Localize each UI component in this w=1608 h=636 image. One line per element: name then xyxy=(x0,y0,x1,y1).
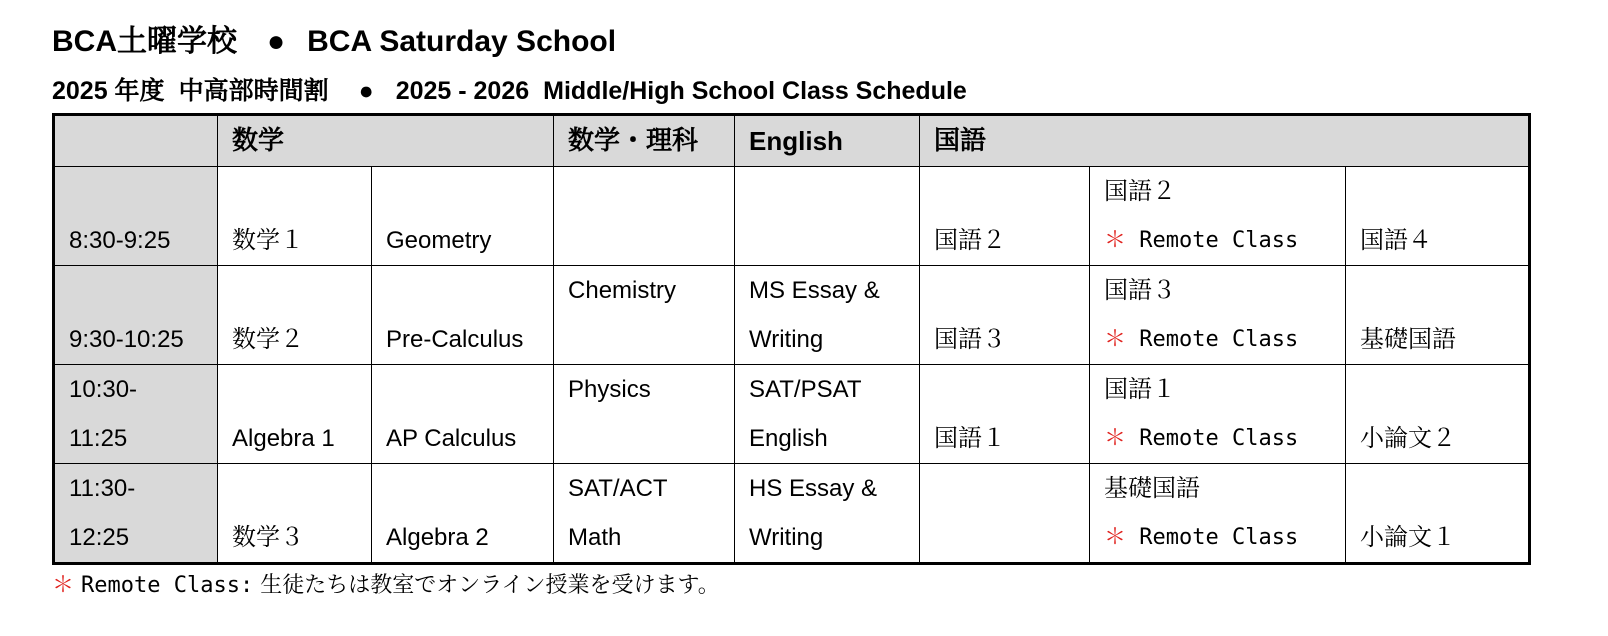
japanese-cell: 国語３ xyxy=(920,266,1090,365)
page-title xyxy=(52,22,616,62)
english-cell: MS Essay & Writing xyxy=(735,266,920,365)
subtitle-bullet: ● xyxy=(358,77,374,105)
japanese-cell: 国語４ xyxy=(1346,167,1530,266)
science-cell: Chemistry xyxy=(554,266,735,365)
english-cell xyxy=(735,167,920,266)
subtitle-en-label: Middle/High School Class Schedule xyxy=(543,77,967,105)
english-cell: SAT/PSAT English xyxy=(735,365,920,464)
math-cell: Algebra 2 xyxy=(372,464,554,564)
remote-class-cell: 国語２ ＊ Remote Class xyxy=(1090,167,1346,266)
footnote-text: 生徒たちは教室でオンライン授業を受けます。 xyxy=(260,573,720,598)
table-row xyxy=(54,266,1530,365)
remote-class-cell: 基礎国語 ＊ Remote Class xyxy=(1090,464,1346,564)
math-cell: Pre-Calculus xyxy=(372,266,554,365)
time-cell: 10:30- 11:25 xyxy=(54,365,218,464)
footnote-label: Remote Class: xyxy=(81,573,254,598)
time-cell: 9:30-10:25 xyxy=(54,266,218,365)
math-cell: 数学３ xyxy=(218,464,372,564)
schedule-table xyxy=(52,113,1531,565)
table-row xyxy=(54,365,1530,464)
time-cell: 8:30-9:25 xyxy=(54,167,218,266)
time-cell: 11:30- 12:25 xyxy=(54,464,218,564)
header-row xyxy=(54,115,1530,167)
math-cell: Geometry xyxy=(372,167,554,266)
japanese-cell: 小論文１ xyxy=(1346,464,1530,564)
japanese-cell: 国語２ xyxy=(920,167,1090,266)
header-math-science: 数学・理科 xyxy=(554,115,735,167)
header-time xyxy=(54,115,218,167)
science-cell: Physics xyxy=(554,365,735,464)
table-row xyxy=(54,167,1530,266)
remote-class-cell: 国語３ ＊ Remote Class xyxy=(1090,266,1346,365)
math-cell: AP Calculus xyxy=(372,365,554,464)
title-jp: BCA土曜学校 xyxy=(52,25,237,58)
remote-star-icon: ＊ xyxy=(1104,228,1127,253)
english-cell: HS Essay & Writing xyxy=(735,464,920,564)
remote-star-icon: ＊ xyxy=(1104,426,1127,451)
science-cell xyxy=(554,167,735,266)
table-row xyxy=(54,464,1530,564)
header-english: English xyxy=(735,115,920,167)
remote-star-icon: ＊ xyxy=(1104,525,1127,550)
japanese-cell: 小論文２ xyxy=(1346,365,1530,464)
page-subtitle xyxy=(52,74,967,108)
header-japanese: 国語 xyxy=(920,115,1530,167)
japanese-cell xyxy=(920,464,1090,564)
science-cell: SAT/ACT Math xyxy=(554,464,735,564)
title-bullet: ● xyxy=(267,25,286,58)
math-cell: 数学２ xyxy=(218,266,372,365)
remote-class-cell: 国語１ ＊ Remote Class xyxy=(1090,365,1346,464)
math-cell: 数学１ xyxy=(218,167,372,266)
subtitle-jp-label: 中高部時間割 xyxy=(178,77,329,105)
subtitle-en-years: 2025 - 2026 xyxy=(395,77,530,105)
japanese-cell: 基礎国語 xyxy=(1346,266,1530,365)
subtitle-jp-year: 2025 年度 xyxy=(52,77,165,105)
remote-star-icon: ＊ xyxy=(1104,327,1127,352)
math-cell: Algebra 1 xyxy=(218,365,372,464)
footnote xyxy=(52,570,720,602)
title-en: BCA Saturday School xyxy=(307,25,617,58)
japanese-cell: 国語１ xyxy=(920,365,1090,464)
footnote-star-icon: ＊ xyxy=(52,573,75,598)
header-math: 数学 xyxy=(218,115,554,167)
